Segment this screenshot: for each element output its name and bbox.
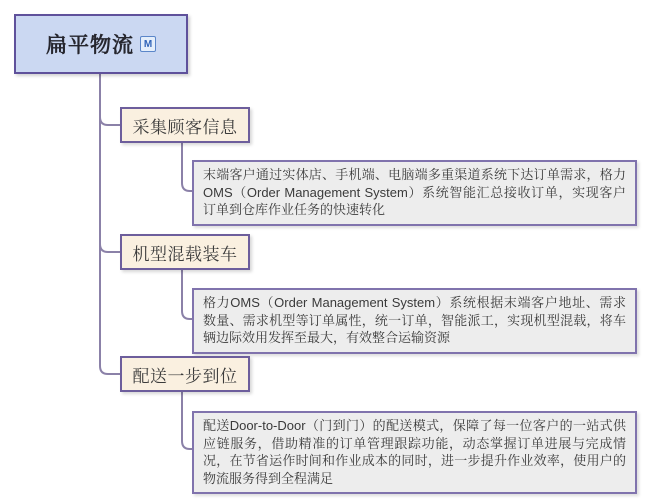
detail-node-mixed-model-loading[interactable] <box>192 288 637 354</box>
root-node-label: 扁平物流 <box>46 33 134 57</box>
root-node[interactable] <box>14 14 188 74</box>
detail-text: 格力OMS（Order Management System）系统根据末端客户地址、需求数量、需求机型等订单属性，统一订单，智能派工，实现机型混载，将车辆边际效用发挥至最大，有效整合运输资源 <box>203 295 626 345</box>
branch-node-mixed-model-loading[interactable] <box>120 234 250 270</box>
branch-node-one-step-delivery[interactable] <box>120 356 250 392</box>
branch-label: 机型混载装车 <box>132 244 238 264</box>
detail-node-collect-customer-info[interactable] <box>192 160 637 226</box>
branch-2-connector <box>100 244 120 252</box>
branch-node-collect-customer-info[interactable] <box>120 107 250 143</box>
branch-label: 配送一步到位 <box>132 366 238 386</box>
detail-text: 末端客户通过实体店、手机端、电脑端多重渠道系统下达订单需求，格力OMS（Order Management System）系统智能汇总接收订单，实现客户订单到仓库作业任务的快速转化 <box>203 167 626 217</box>
detail-text: 配送Door-to-Door（门到门）的配送模式，保障了每一位客户的一站式供应链服务，借助精准的订单管理跟踪功能，动态掌握订单进展与完成情况，在节省运作时间和作业成本的同时，进一步提升作业效率，使用户的物流服务得到全程满足 <box>203 418 626 486</box>
branch-1-connector <box>100 117 120 125</box>
trunk-connector <box>100 74 120 374</box>
marker-m-icon[interactable]: M <box>140 36 156 52</box>
branch-label: 采集顾客信息 <box>132 117 238 137</box>
detail-node-one-step-delivery[interactable] <box>192 411 637 494</box>
